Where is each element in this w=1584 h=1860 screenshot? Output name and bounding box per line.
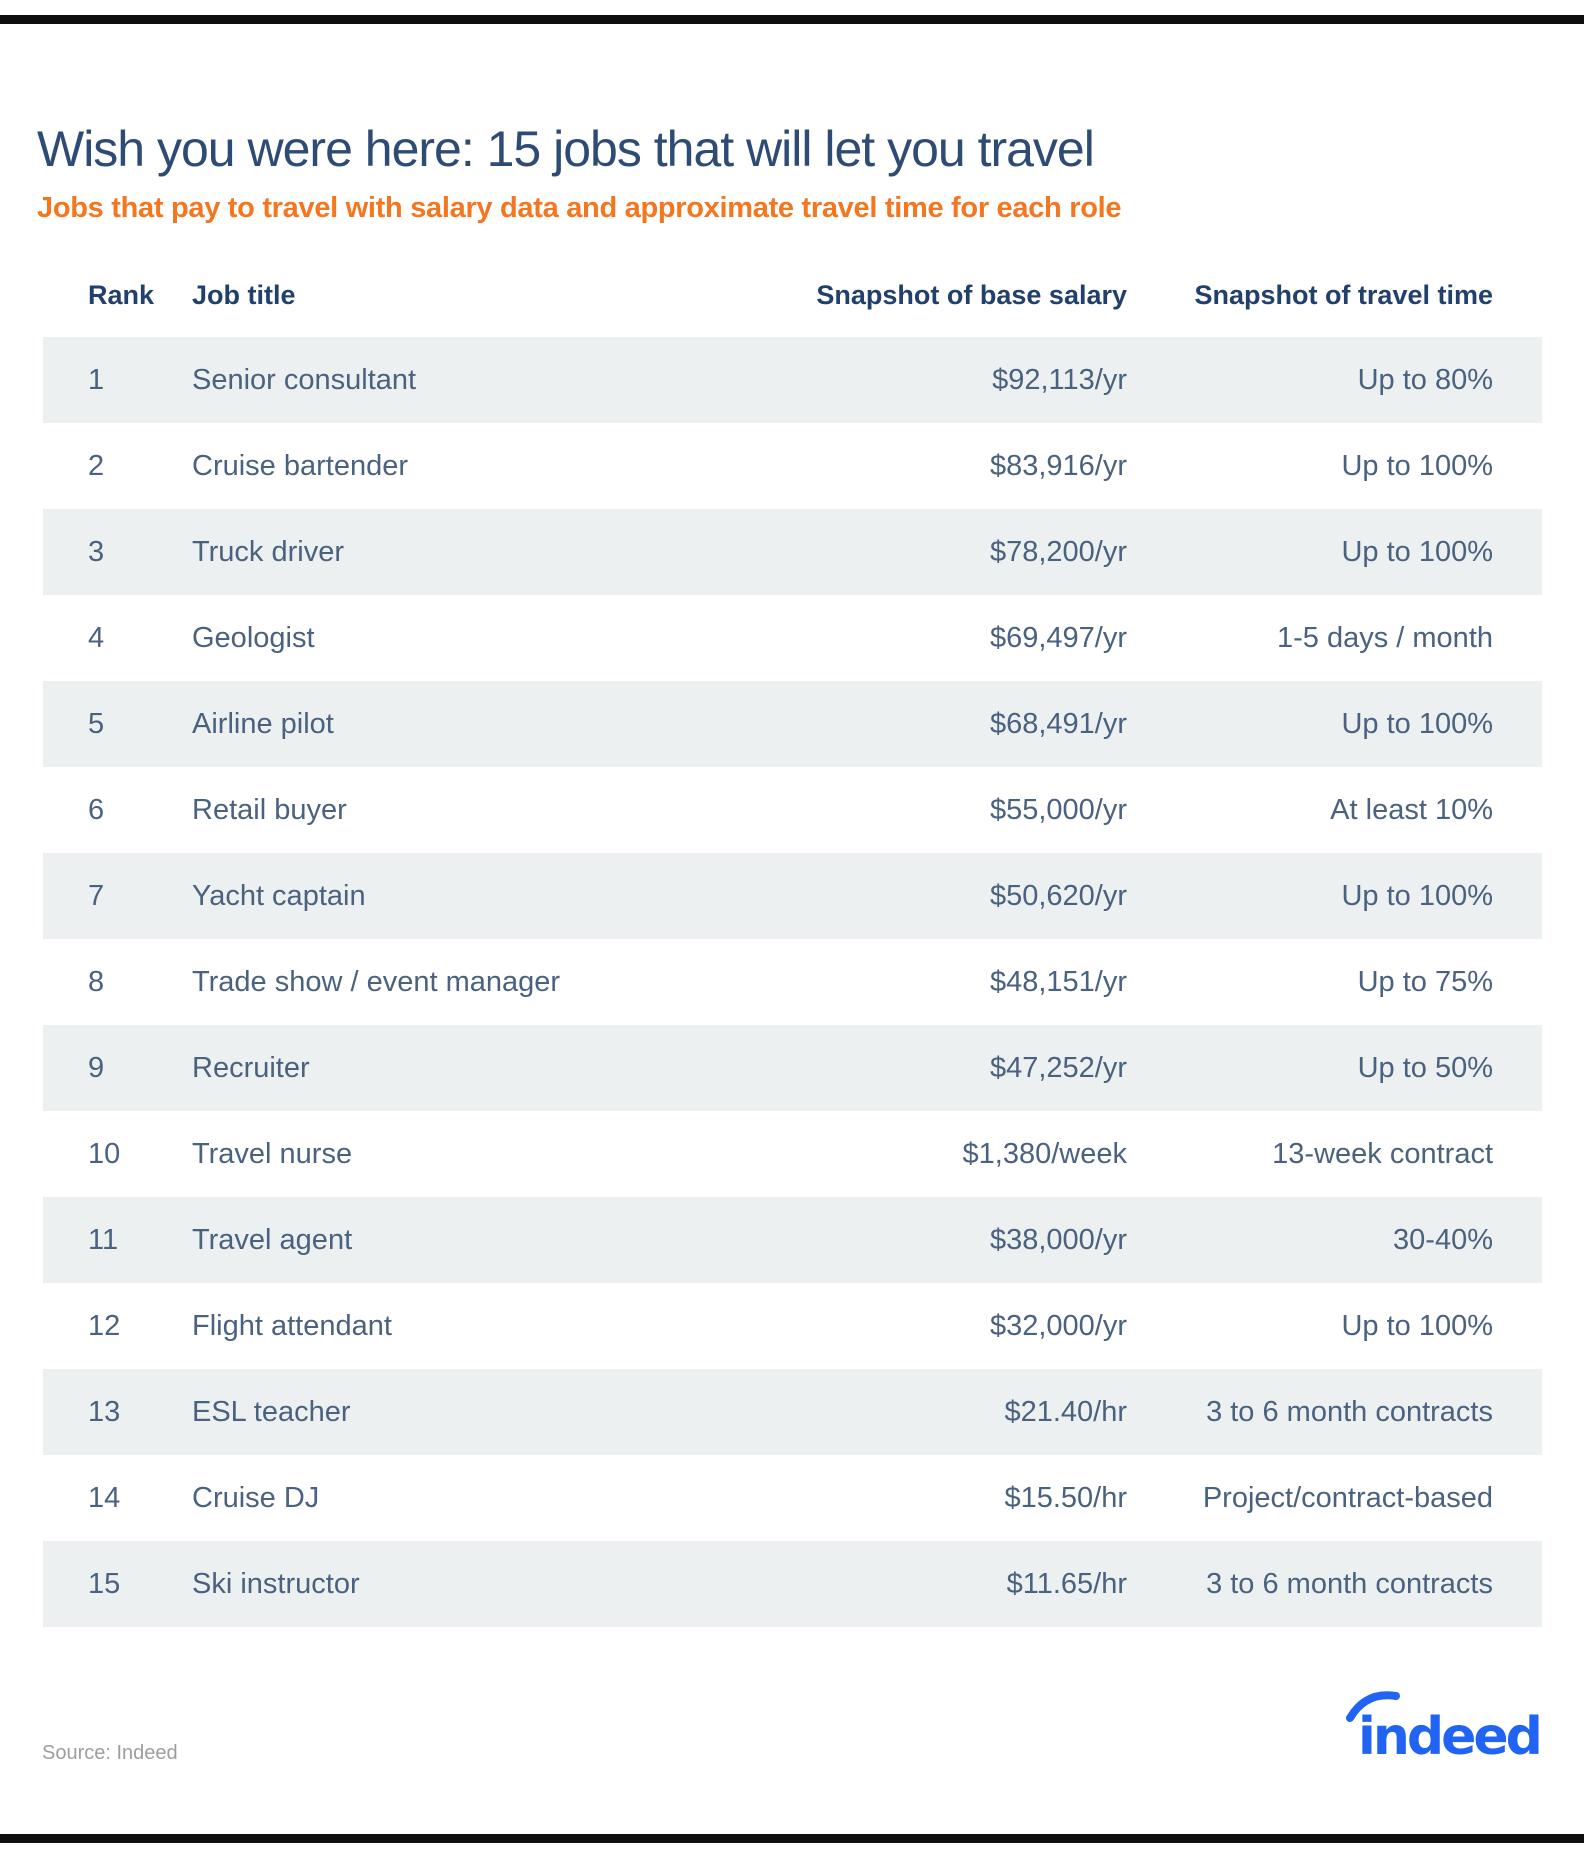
- job-title-cell: Cruise bartender: [192, 449, 408, 482]
- salary-cell: $92,113/yr: [992, 363, 1127, 396]
- travel-time-cell: Up to 100%: [1341, 449, 1493, 482]
- rank-cell: 2: [88, 449, 105, 482]
- rank-cell: 14: [88, 1481, 121, 1514]
- salary-cell: $83,916/yr: [989, 449, 1127, 482]
- salary-cell: $38,000/yr: [989, 1223, 1127, 1256]
- travel-time-cell: 3 to 6 month contracts: [1206, 1395, 1493, 1428]
- salary-cell: $55,000/yr: [989, 793, 1127, 826]
- job-title-cell: Travel nurse: [192, 1137, 353, 1170]
- travel-time-cell: 13-week contract: [1272, 1137, 1493, 1170]
- salary-cell: $68,491/yr: [989, 707, 1127, 740]
- travel-time-cell: Up to 100%: [1341, 535, 1493, 568]
- table-row: [43, 767, 1542, 853]
- job-title-cell: Flight attendant: [192, 1309, 392, 1342]
- salary-cell: $1,380/week: [962, 1137, 1127, 1170]
- table-row: [43, 1197, 1542, 1283]
- travel-time-cell: 30-40%: [1393, 1223, 1493, 1256]
- salary-cell: $32,000/yr: [989, 1309, 1127, 1342]
- job-title-cell: ESL teacher: [192, 1395, 351, 1428]
- travel-time-cell: 1-5 days / month: [1277, 621, 1493, 654]
- source-note: Source: Indeed: [42, 1742, 178, 1764]
- page-title: Wish you were here: 15 jobs that will let you travel: [37, 120, 1094, 177]
- column-header-rank: Rank: [88, 279, 155, 310]
- table-row: [43, 1369, 1542, 1455]
- column-header-base-salary: Snapshot of base salary: [816, 279, 1127, 310]
- table-row: [43, 853, 1542, 939]
- travel-time-cell: At least 10%: [1330, 793, 1493, 826]
- job-title-cell: Ski instructor: [192, 1567, 360, 1600]
- job-title-cell: Yacht captain: [192, 879, 366, 912]
- top-border-bar: [0, 15, 1584, 24]
- table-row: [43, 423, 1542, 509]
- travel-time-cell: Project/contract-based: [1202, 1481, 1493, 1514]
- table-row: [43, 1541, 1542, 1627]
- table-row: [43, 681, 1542, 767]
- job-title-cell: Senior consultant: [192, 363, 417, 396]
- rank-cell: 13: [88, 1395, 121, 1428]
- table-body: [43, 337, 1542, 1627]
- travel-time-cell: Up to 75%: [1357, 965, 1493, 998]
- jobs-table: [43, 278, 1542, 1627]
- rank-cell: 1: [88, 363, 105, 396]
- table-header-row: [43, 278, 1542, 312]
- table-row: [43, 1111, 1542, 1197]
- rank-cell: 15: [88, 1567, 121, 1600]
- rank-cell: 6: [88, 793, 105, 826]
- salary-cell: $11.65/hr: [1006, 1567, 1127, 1600]
- column-header-job-title: Job title: [192, 279, 296, 310]
- job-title-cell: Retail buyer: [192, 793, 347, 826]
- column-header-travel-time: Snapshot of travel time: [1194, 279, 1493, 310]
- travel-time-cell: Up to 100%: [1341, 707, 1493, 740]
- bottom-border-bar: [0, 1834, 1584, 1843]
- table-row: [43, 1283, 1542, 1369]
- job-title-cell: Cruise DJ: [192, 1481, 320, 1514]
- table-row: [43, 509, 1542, 595]
- indeed-logo: [1340, 1684, 1544, 1770]
- rank-cell: 5: [88, 707, 105, 740]
- job-title-cell: Recruiter: [192, 1051, 310, 1084]
- travel-time-cell: Up to 80%: [1357, 363, 1493, 396]
- rank-cell: 11: [88, 1223, 119, 1256]
- table-row: [43, 939, 1542, 1025]
- job-title-cell: Airline pilot: [192, 707, 334, 740]
- job-title-cell: Geologist: [192, 621, 315, 654]
- rank-cell: 12: [88, 1309, 121, 1342]
- salary-cell: $48,151/yr: [989, 965, 1127, 998]
- job-title-cell: Travel agent: [192, 1223, 353, 1256]
- travel-time-cell: Up to 50%: [1357, 1051, 1493, 1084]
- salary-cell: $78,200/yr: [989, 535, 1127, 568]
- table-row: [43, 595, 1542, 681]
- rank-cell: 7: [88, 879, 105, 912]
- table-row: [43, 1025, 1542, 1111]
- salary-cell: $47,252/yr: [989, 1051, 1127, 1084]
- rank-cell: 3: [88, 535, 105, 568]
- travel-time-cell: 3 to 6 month contracts: [1206, 1567, 1493, 1600]
- rank-cell: 8: [88, 965, 105, 998]
- salary-cell: $69,497/yr: [989, 621, 1127, 654]
- job-title-cell: Trade show / event manager: [192, 965, 561, 998]
- rank-cell: 4: [88, 621, 105, 654]
- page-subtitle: Jobs that pay to travel with salary data and approximate travel time for each role: [37, 192, 1122, 225]
- table-row: [43, 337, 1542, 423]
- rank-cell: 9: [88, 1051, 105, 1084]
- salary-cell: $21.40/hr: [1004, 1395, 1127, 1428]
- salary-cell: $15.50/hr: [1004, 1481, 1127, 1514]
- job-title-cell: Truck driver: [192, 535, 344, 568]
- rank-cell: 10: [88, 1137, 121, 1170]
- travel-time-cell: Up to 100%: [1341, 1309, 1493, 1342]
- indeed-wordmark: indeed: [1358, 1707, 1540, 1767]
- travel-time-cell: Up to 100%: [1341, 879, 1493, 912]
- table-row: [43, 1455, 1542, 1541]
- salary-cell: $50,620/yr: [989, 879, 1127, 912]
